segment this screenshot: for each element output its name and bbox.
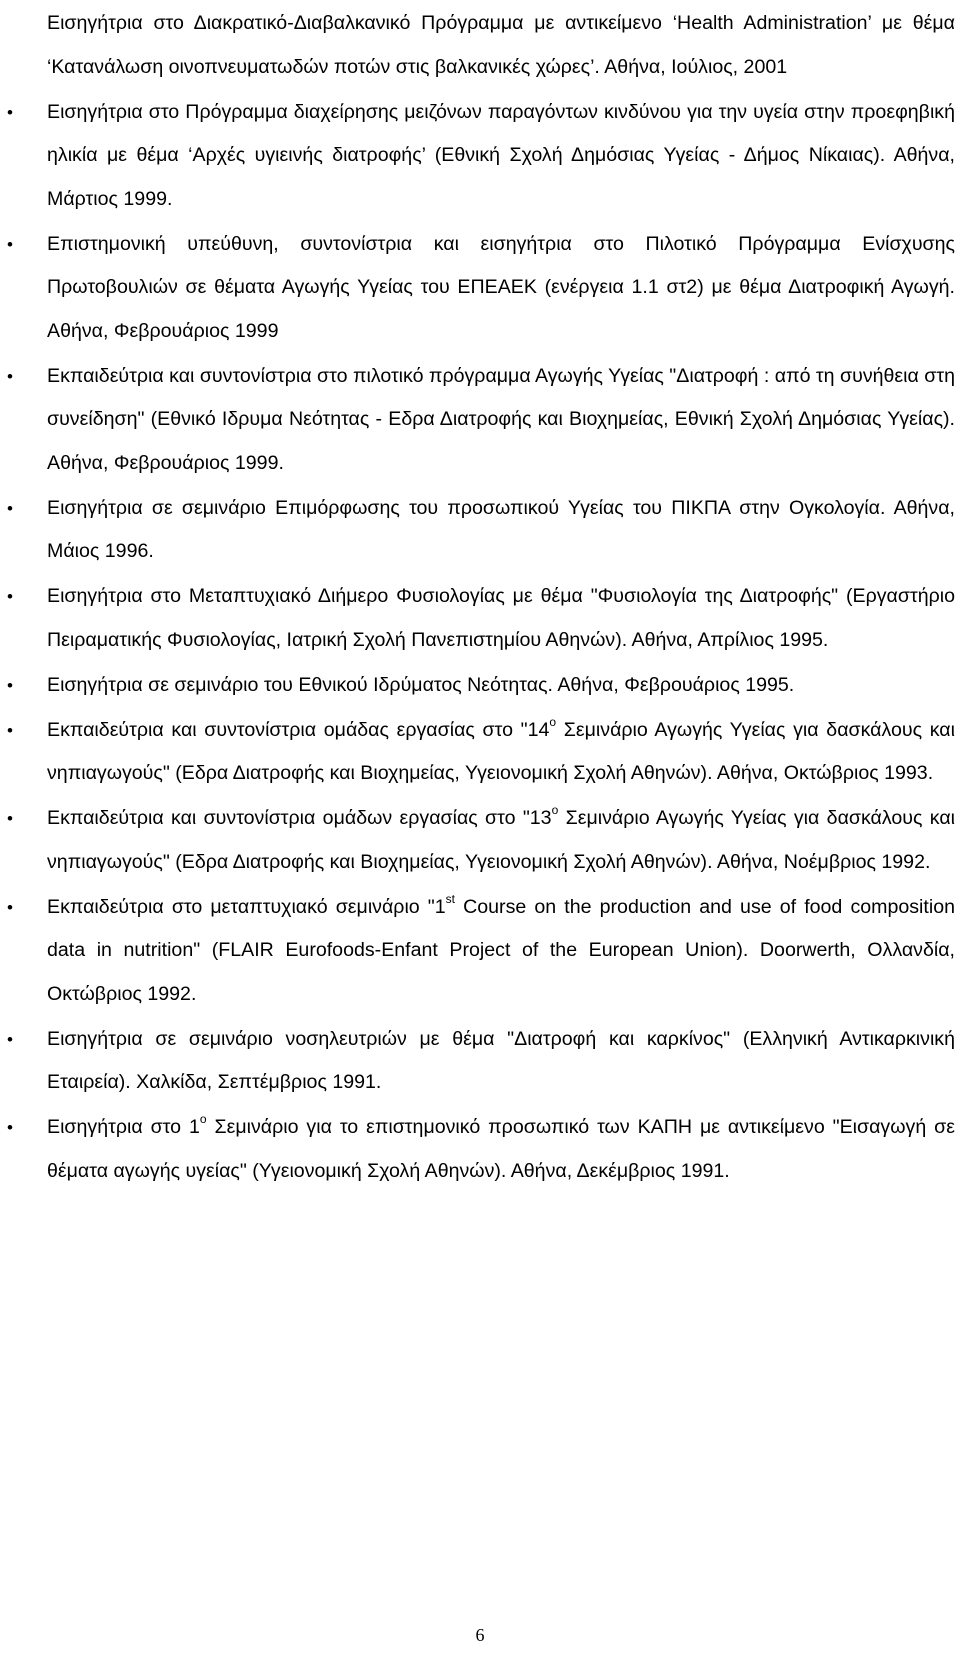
list-item [7,487,955,574]
bullet-icon: • [7,366,13,386]
list-item-text: Εισηγήτρια στο Διακρατικό-Διαβαλκανικό Πρόγραμμα με αντικείμενο ‘Health Administration’ με θέμα ‘Κατανάλωση οινοπνευματωδών ποτών στις βαλκανικές χώρες’. Αθήνα, Ιούλιος, 2001 [47,12,955,78]
list-item-text-end: Course on the production and use of food composition data in nutrition" (FLAIR Eurofoods-Enfant Project of the European Union). Doorwerth, Ολλανδία, Οκτώβριος 1992. [47,895,955,1005]
bullet-icon: • [7,675,13,695]
list-item-text-end: Σεμινάριο Αγωγής Υγείας για δασκάλους και νηπιαγωγούς" (Εδρα Διατροφής και Βιοχημείας, Υγειονομική Σχολή Αθηνών). Αθήνα, Οκτώβριος 1993. [47,718,955,784]
bullet-icon: • [7,809,13,828]
list-item [7,797,955,884]
list-item-text: Εισηγήτρια σε σεμινάριο του Εθνικού Ιδρύματος Νεότητας. Αθήνα, Φεβρουάριος 1995. [47,673,795,696]
bullet-icon: • [7,897,13,917]
list-item [7,223,955,354]
list-item [7,355,955,486]
list-item-text-start: Εκπαιδεύτρια στο μεταπτυχιακό σεμινάριο "1 [47,895,446,918]
bullet-icon: • [7,498,13,518]
list-item-text: Εισηγήτρια στο Πρόγραμμα διαχείρησης μειζόνων παραγόντων κινδύνου για την υγεία στην προεφηβική ηλικία με θέμα ‘Αρχές υγιεινής διατροφής’ (Εθνική Σχολή Δημόσιας Υγείας - Δήμος Νίκαιας). Αθήνα, Μάρτιος 1999. [47,100,955,210]
superscript: st [445,891,455,906]
list-item-text-end: Σεμινάριο Αγωγής Υγείας για δασκάλους και νηπιαγωγούς" (Εδρα Διατροφής και Βιοχημείας, Υγειονομική Σχολή Αθηνών). Αθήνα, Νοέμβριος 1992. [47,807,955,873]
list-item-text [47,891,955,1005]
bullet-icon: • [7,720,13,740]
list-item-text: Εισηγήτρια σε σεμινάριο Επιμόρφωσης του προσωπικού Υγείας του ΠΙΚΠΑ στην Ογκολογία. Αθήνα, Μάιος 1996. [47,496,955,562]
seminar-list [7,2,955,1195]
superscript: ο [551,803,559,818]
bullet-icon: • [7,587,13,606]
list-item [7,91,955,222]
list-item-text-start: Εκπαιδεύτρια και συντονίστρια ομάδας εργασίας στο "14 [47,718,550,741]
bullet-icon: • [7,1029,13,1049]
list-item [7,575,955,662]
list-item-text-end: Σεμινάριο για το επιστημονικό προσωπικό των ΚΑΠΗ με αντικείμενο "Εισαγωγή σε θέματα αγωγής υγείας" (Υγειονομική Σχολή Αθηνών). Αθήνα, Δεκέμβριος 1991. [47,1116,955,1182]
list-item [47,2,955,89]
list-item [7,664,955,708]
list-item-text: Επιστημονική υπεύθυνη, συντονίστρια και εισηγήτρια στο Πιλοτικό Πρόγραμμα Ενίσχυσης Πρωτοβουλιών σε θέματα Αγωγής Υγείας του ΕΠΕΑΕΚ (ενέργεια 1.1 στ2) με θέμα Διατροφική Αγωγή. Αθήνα, Φεβρουάριος 1999 [47,232,955,342]
list-item-text-start: Εκπαιδεύτρια και συντονίστρια ομάδων εργασίας στο "13 [47,807,552,829]
list-item [7,886,955,1017]
list-item-text-start: Εισηγήτρια στο 1 [47,1116,200,1138]
list-item-text: Εισηγήτρια σε σεμινάριο νοσηλευτριών με θέμα "Διατροφή και καρκίνος" (Ελληνική Αντικαρκινική Εταιρεία). Χαλκίδα, Σεπτέμβριος 1991. [47,1027,955,1093]
list-item [7,1106,955,1193]
superscript: ο [199,1112,207,1127]
list-item [7,709,955,796]
bullet-icon: • [7,102,13,122]
list-item-text [47,714,955,785]
list-item-text: Εκπαιδεύτρια και συντονίστρια στο πιλοτικό πρόγραμμα Αγωγής Υγείας "Διατροφή : από τη συνήθεια στη συνείδηση" (Εθνικό Ιδρυμα Νεότητας - Εδρα Διατροφής και Βιοχημείας, Εθνική Σχολή Δημόσιας Υγείας). Αθήνα, Φεβρουάριος 1999. [47,364,955,474]
list-item-text [47,803,955,873]
list-item [7,1018,955,1105]
bullet-icon: • [7,1118,13,1137]
list-item-text: Εισηγήτρια στο Μεταπτυχιακό Διήμερο Φυσιολογίας με θέμα "Φυσιολογία της Διατροφής" (Εργαστήριο Πειραματικής Φυσιολογίας, Ιατρική Σχολή Πανεπιστημίου Αθηνών). Αθήνα, Απρίλιος 1995. [47,585,955,651]
superscript: ο [549,714,557,729]
list-item-text [47,1112,955,1182]
bullet-icon: • [7,234,13,254]
page-number: 6 [475,1625,485,1645]
